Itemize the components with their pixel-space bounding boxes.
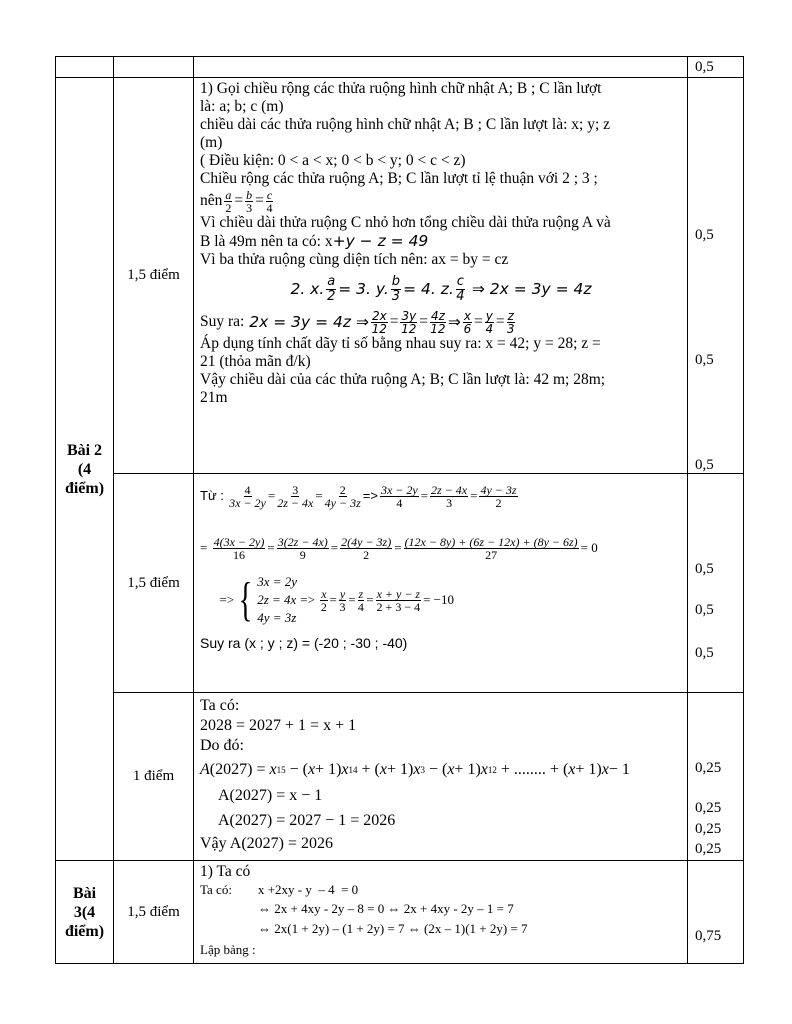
score-cell xyxy=(688,693,744,861)
system-line: => { 3x = 2y 2z = 4x 4y = 3z => $\frac{x}{2}$ = $\frac{y}{3}$ = $\frac{z}{4}$ = $\frac{x + y - z}{2 + 3 - 4}$ = −10 xyxy=(200,573,455,626)
problem-label-cell xyxy=(56,78,114,861)
score-value: 0,25 xyxy=(695,760,722,776)
score-value: 0,25 xyxy=(695,800,722,816)
score-value: 0,5 xyxy=(695,352,714,368)
table-row xyxy=(56,693,744,861)
solution-line: Vì chiều dài thửa ruộng C nhỏ hơn tổng chiều dài thửa ruộng A và xyxy=(200,214,611,231)
ratio-line: nên $\frac{a}{2}$ = $\frac{b}{3}$ = $\frac{c}{4}$ xyxy=(200,187,273,215)
empty-cell xyxy=(56,57,114,78)
equation: 2. x. xyxy=(290,280,325,298)
result-line: Suy ra (x ; y ; z) = (-20 ; -30 ; -40) xyxy=(200,635,408,651)
score-value: 0,75 xyxy=(695,928,722,944)
solution-line: A(2027) = 2027 − 1 = 2026 xyxy=(218,812,396,829)
solution-line: (m) xyxy=(200,134,223,151)
solution-line: A(2027) = x − 1 xyxy=(218,787,323,804)
polynomial-line: A (2027) = x 15 − ( x + 1) x 14 + ( x + 1) x 3 − ( x + 1) x 12 + ........ + ( x + 1) x − 1 xyxy=(200,761,630,778)
score-value: 0,5 xyxy=(695,457,714,473)
points-cell xyxy=(114,78,194,474)
points-label: 1,5 điểm xyxy=(127,903,180,920)
expanded-proportion: = $\frac{4(3x - 2y)}{16}$ = $\frac{3(2z - 4x)}{9}$ = $\frac{2(4y - 3z)}{2}$ = $\frac{(12x - 8y) + (6z - 12x) + (8y - 6z)}{27}$ = 0 xyxy=(200,534,598,562)
solution-cell xyxy=(194,861,688,964)
main-equation: 2. x. $\frac{a}{2}$ = 3. y. $\frac{b}{3}$ = 4. z. $\frac{c}{4}$ ⇒ 2x = 3y = 4z xyxy=(290,273,592,304)
arrow: => xyxy=(362,488,378,503)
table-row xyxy=(56,861,744,964)
score-value: 0,5 xyxy=(695,59,714,75)
points-label: 1,5 điểm xyxy=(127,574,180,591)
solution-line: nên xyxy=(200,192,223,209)
grading-table xyxy=(55,56,744,964)
table-row xyxy=(56,57,744,78)
solution-line: Lập bảng : xyxy=(200,942,256,957)
equation: +y − z = 49 xyxy=(332,232,429,250)
solution-line: Từ : xyxy=(200,488,224,503)
solution-line: 21m xyxy=(200,389,228,406)
solution-line: Chiều rộng các thửa ruộng A; B; C lần lượt tỉ lệ thuận với 2 ; 3 ; xyxy=(200,170,598,187)
solution-line: 1) Ta có xyxy=(200,863,251,880)
empty-cell xyxy=(114,57,194,78)
solution-line: 21 (thỏa mãn đ/k) xyxy=(200,353,311,370)
score-value: 0,5 xyxy=(695,227,714,243)
score-value: 0,5 xyxy=(695,645,714,661)
score-cell xyxy=(688,57,744,78)
score-value: 0,5 xyxy=(695,602,714,618)
solution-line: ⇔ 2x(1 + 2y) – (1 + 2y) = 7 ⇔ (2x – 1)(1 + 2y) = 7 xyxy=(258,921,528,936)
start-proportion: Từ : $\frac{4}{3x - 2y}$ = $\frac{3}{2z - 4x}$ = $\frac{2}{4y - 3z}$ => $\frac{3x - 2y}{4}$ = $\frac{2z - 4x}{3}$ = $\frac{4y - 3z}{2}$ xyxy=(200,482,517,510)
derived-line: Suy ra: 2x = 3y = 4z ⇒ $\frac{2x}{12}$ = $\frac{3y}{12}$ = $\frac{4z}{12}$ ⇒ $\frac{x}{6}$ = $\frac{y}{4}$ = $\frac{z}{3}$ xyxy=(200,308,515,336)
solution-line: ⇔ 2x + 4xy - 2y – 8 = 0 ⇔ 2x + 4xy - 2y – 1 = 7 xyxy=(258,901,514,916)
points-cell xyxy=(114,693,194,861)
solution-line: Vậy A(2027) = 2026 xyxy=(200,835,334,852)
score-cell xyxy=(688,861,744,964)
problem-label: điểm) xyxy=(64,479,105,497)
table-row xyxy=(56,474,744,693)
points-label: 1 điểm xyxy=(132,768,175,784)
solution-line: Vậy chiều dài của các thửa ruộng A; B; C lần lượt là: 42 m; 28m; xyxy=(200,371,606,388)
solution-line: Áp dụng tính chất dãy tỉ số bằng nhau suy ra: x = 42; y = 28; z = xyxy=(200,335,601,352)
solution-line: Do đó: xyxy=(200,737,244,754)
score-value: 0,25 xyxy=(695,821,722,837)
solution-line: chiều dài các thửa ruộng hình chữ nhật A; B ; C lần lượt là: x; y; z xyxy=(200,116,611,133)
score-cell xyxy=(688,78,744,474)
solution-cell xyxy=(194,474,688,693)
solution-line: B là 49m nên ta có: x xyxy=(200,233,333,250)
points-label: 1,5 điểm xyxy=(127,267,180,283)
points-cell xyxy=(114,474,194,693)
solution-line: ( Điều kiện: 0 < a < x; 0 < b < y; 0 < c < z) xyxy=(200,152,466,169)
problem-label: Bài xyxy=(72,884,97,902)
solution-line: Vì ba thửa ruộng cùng diện tích nên: ax = by = cz xyxy=(200,251,509,268)
problem-label-cell xyxy=(56,861,114,964)
solution-line: 1) Gọi chiều rộng các thửa ruộng hình chữ nhật A; B ; C lần lượt xyxy=(200,80,602,97)
problem-label: 3(4 xyxy=(73,903,96,921)
solution-cell xyxy=(194,78,688,474)
score-value: 0,25 xyxy=(695,841,722,857)
table-row xyxy=(56,78,744,474)
score-cell xyxy=(688,474,744,693)
solution-cell xyxy=(194,693,688,861)
problem-label: (4 xyxy=(77,460,92,478)
problem-label: điểm) xyxy=(64,922,105,940)
points-cell xyxy=(114,861,194,964)
solution-line: Ta có: xyxy=(200,697,240,714)
empty-cell xyxy=(194,57,688,78)
problem-label: Bài 2 xyxy=(66,441,103,459)
solution-line: Suy ra: xyxy=(200,313,245,330)
solution-line: Ta có: x +2xy - y – 4 = 0 xyxy=(200,882,359,897)
solution-line: là: a; b; c (m) xyxy=(200,98,284,115)
score-value: 0,5 xyxy=(695,561,714,577)
solution-line: 2028 = 2027 + 1 = x + 1 xyxy=(200,717,357,734)
